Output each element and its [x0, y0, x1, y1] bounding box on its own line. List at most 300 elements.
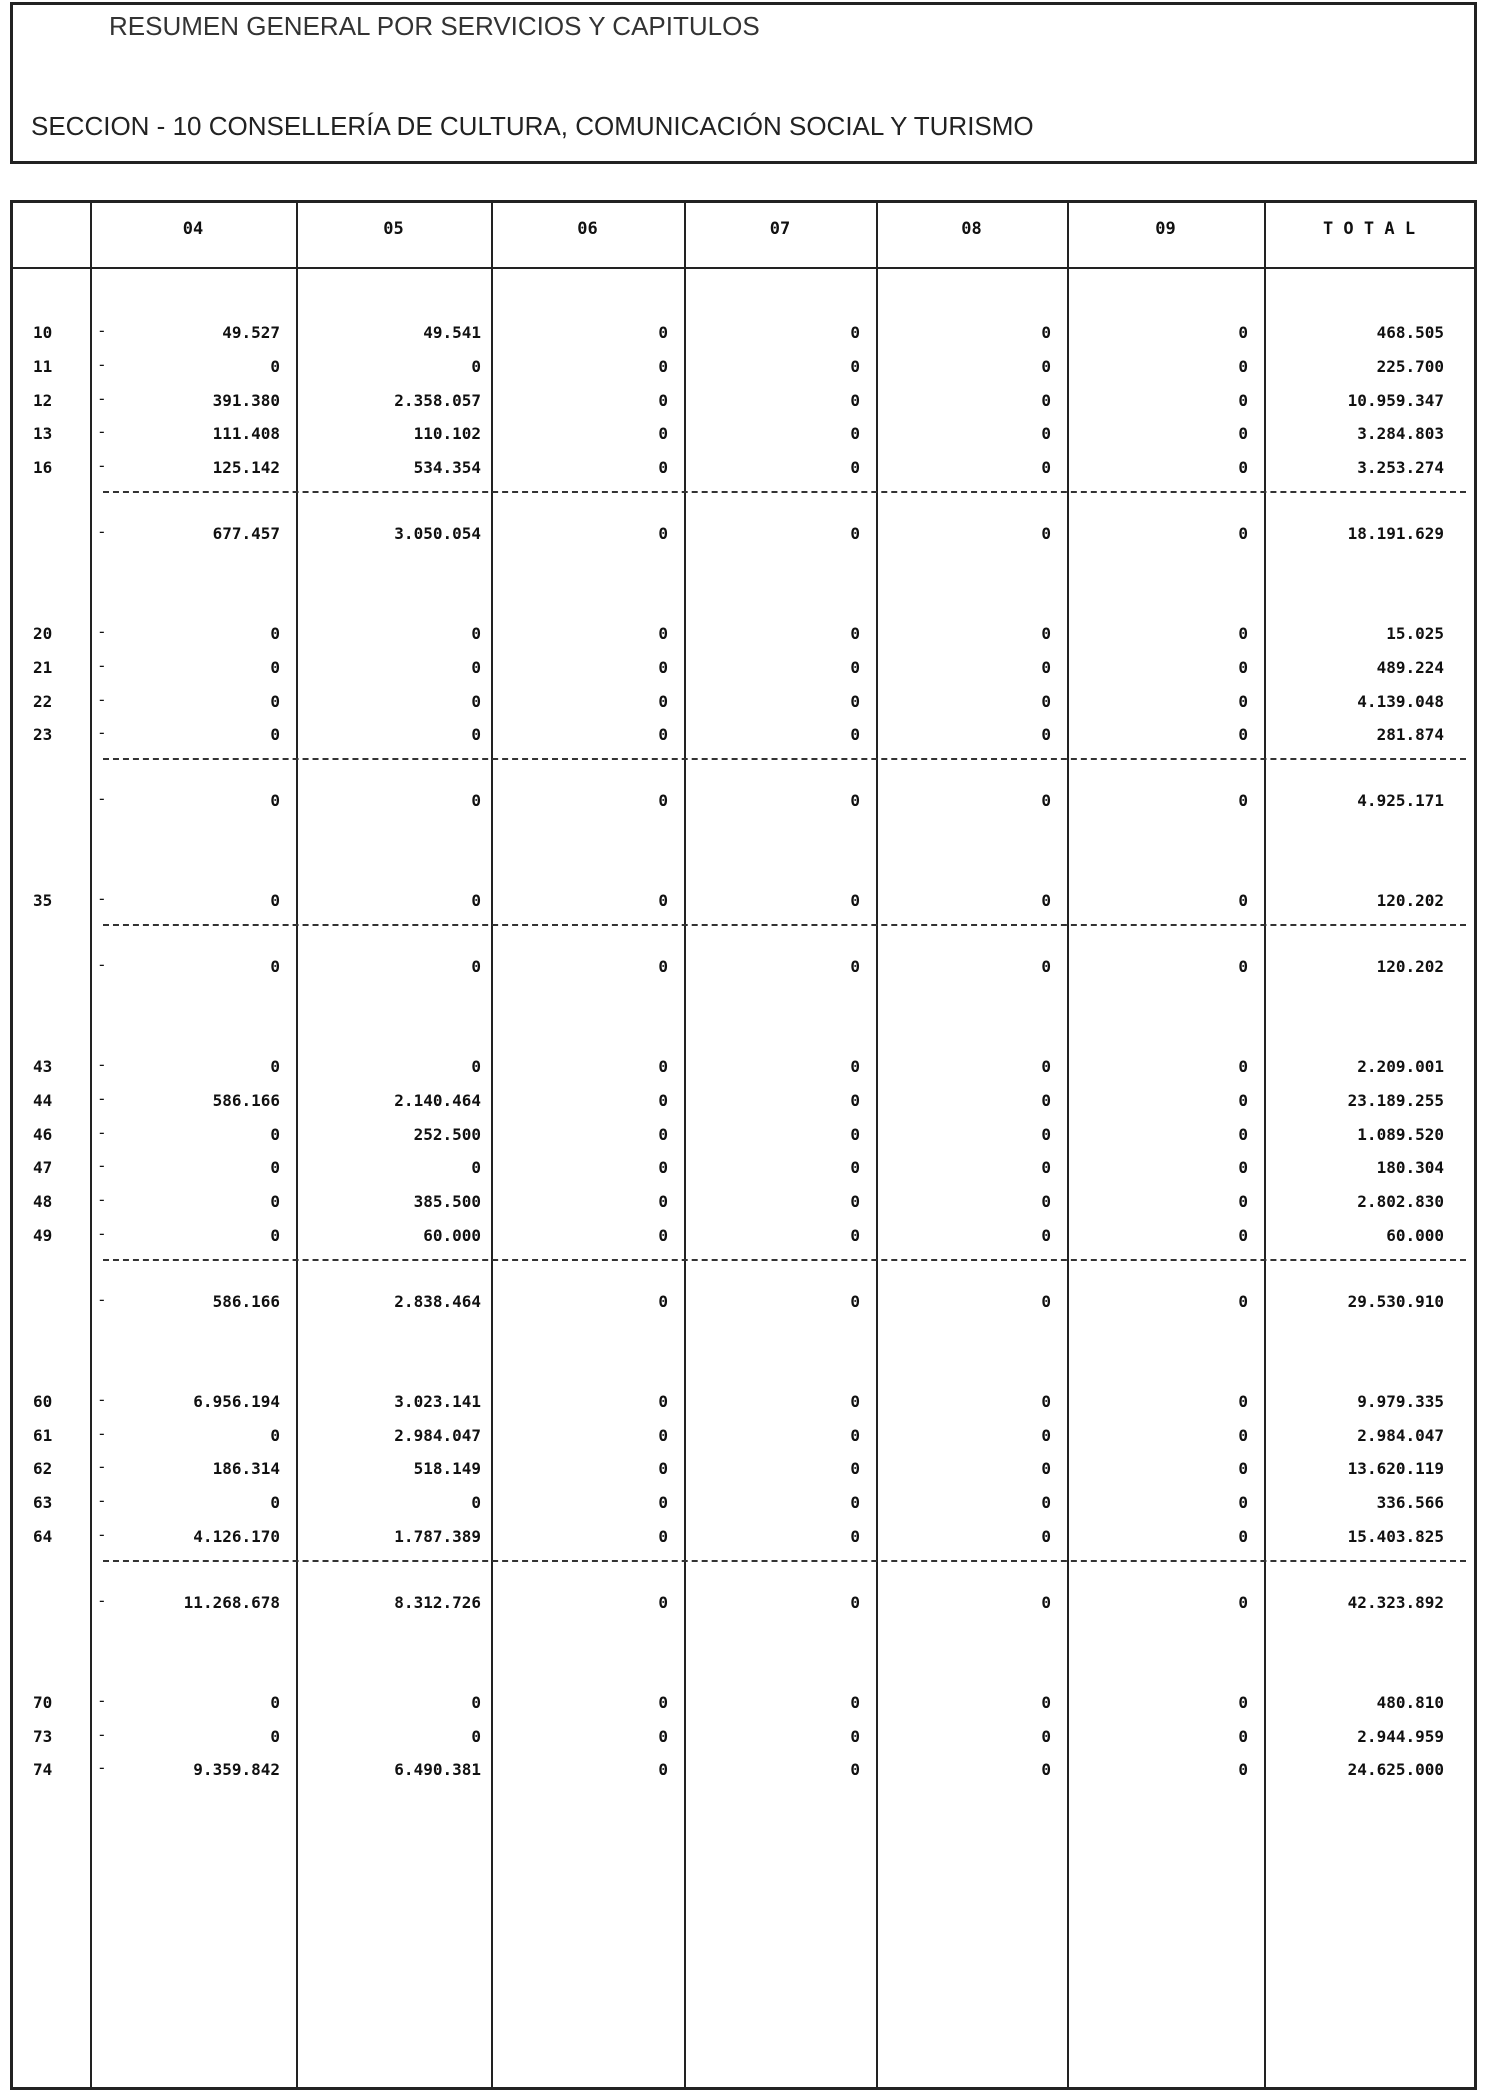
report-header — [10, 2, 1477, 164]
table-row — [13, 1053, 1474, 1083]
value-cell: 0 — [471, 957, 481, 977]
row-dash: - — [97, 1389, 107, 1409]
value-cell: 0 — [658, 1090, 668, 1110]
total-cell: 23.189.255 — [1347, 1090, 1444, 1110]
value-cell: 0 — [850, 624, 860, 643]
value-cell: 0 — [658, 1292, 668, 1311]
value-cell: 0 — [658, 1124, 668, 1144]
row-dash: - — [97, 889, 107, 909]
total-cell: 120.202 — [1376, 891, 1444, 911]
value-cell: 4.126.170 — [193, 1527, 280, 1546]
table-row — [13, 721, 1474, 751]
value-cell: 677.457 — [212, 524, 280, 544]
subtotal-rule — [103, 491, 1466, 493]
column-header: 05 — [383, 219, 404, 239]
total-cell: 24.625.000 — [1347, 1760, 1444, 1780]
table-row — [13, 1388, 1474, 1418]
value-cell: 49.541 — [423, 323, 481, 342]
total-cell: 2.209.001 — [1357, 1057, 1444, 1076]
row-code: 11 — [33, 356, 53, 376]
value-cell: 0 — [1041, 524, 1051, 544]
value-cell: 252.500 — [413, 1124, 481, 1144]
value-cell: 9.359.842 — [193, 1760, 280, 1780]
total-cell: 1.089.520 — [1357, 1124, 1444, 1144]
row-dash: - — [97, 1122, 107, 1142]
value-cell: 0 — [850, 691, 860, 711]
value-cell: 6.956.194 — [193, 1391, 280, 1411]
value-cell: 0 — [1041, 1593, 1051, 1612]
table-row — [13, 1723, 1474, 1753]
row-dash: - — [97, 1491, 107, 1511]
row-code: 63 — [33, 1493, 53, 1513]
value-cell: 0 — [1238, 657, 1248, 677]
value-cell: 0 — [658, 1493, 668, 1513]
value-cell: 0 — [1041, 1158, 1051, 1178]
value-cell: 0 — [471, 356, 481, 376]
value-cell: 0 — [850, 1057, 860, 1076]
value-cell: 0 — [850, 957, 860, 977]
row-dash: - — [97, 1156, 107, 1176]
value-cell: 0 — [1041, 1057, 1051, 1076]
row-code: 46 — [33, 1124, 53, 1144]
row-dash: - — [97, 723, 107, 743]
value-cell: 0 — [850, 1090, 860, 1110]
value-cell: 0 — [1041, 1726, 1051, 1746]
row-dash: - — [97, 622, 107, 641]
subtotal-rule — [103, 1560, 1466, 1562]
value-cell: 0 — [850, 791, 860, 811]
value-cell: 0 — [1041, 691, 1051, 711]
value-cell: 0 — [658, 1726, 668, 1746]
value-cell: 1.787.389 — [394, 1527, 481, 1546]
row-dash: - — [97, 422, 107, 442]
table-row — [13, 1523, 1474, 1553]
table-row — [13, 1121, 1474, 1151]
row-code: 43 — [33, 1057, 53, 1076]
row-code: 62 — [33, 1459, 53, 1479]
row-code: 13 — [33, 424, 53, 444]
value-cell: 0 — [658, 691, 668, 711]
value-cell: 0 — [270, 957, 280, 977]
value-cell: 0 — [1238, 1057, 1248, 1076]
value-cell: 0 — [658, 1692, 668, 1712]
row-code: 48 — [33, 1192, 53, 1212]
value-cell: 2.984.047 — [394, 1425, 481, 1445]
value-cell: 0 — [1041, 424, 1051, 444]
column-header: 07 — [769, 219, 791, 239]
row-code: 35 — [33, 891, 53, 911]
table-row — [13, 1154, 1474, 1184]
subtotal-row — [13, 953, 1474, 983]
value-cell: 0 — [1238, 1459, 1248, 1479]
row-dash: - — [97, 789, 107, 809]
value-cell: 0 — [850, 1527, 860, 1546]
row-code: 60 — [33, 1391, 53, 1411]
value-cell: 0 — [850, 1493, 860, 1513]
value-cell: 0 — [1041, 1459, 1051, 1479]
value-cell: 0 — [658, 1391, 668, 1411]
value-cell: 0 — [1238, 1760, 1248, 1780]
value-cell: 0 — [850, 725, 860, 745]
row-dash: - — [97, 388, 107, 408]
table-row — [13, 620, 1474, 650]
row-dash: - — [97, 1190, 107, 1210]
row-code: 16 — [33, 458, 53, 478]
total-cell: 4.139.048 — [1357, 691, 1444, 711]
value-cell: 111.408 — [212, 424, 280, 444]
value-cell: 0 — [1041, 1493, 1051, 1513]
value-cell: 0 — [658, 1158, 668, 1178]
value-cell: 0 — [658, 957, 668, 977]
value-cell: 0 — [658, 1226, 668, 1245]
value-cell: 0 — [270, 725, 280, 745]
column-header: T O T A L — [1322, 219, 1416, 239]
subtotal-row — [13, 520, 1474, 550]
value-cell: 0 — [1238, 524, 1248, 544]
value-cell: 0 — [471, 891, 481, 911]
row-dash: - — [97, 321, 107, 340]
row-dash: - — [97, 1525, 107, 1544]
value-cell: 0 — [850, 1292, 860, 1311]
row-dash: - — [97, 1224, 107, 1243]
value-cell: 0 — [850, 1760, 860, 1780]
value-cell: 0 — [1041, 1527, 1051, 1546]
value-cell: 2.140.464 — [394, 1090, 481, 1110]
value-cell: 3.050.054 — [394, 524, 481, 544]
value-cell: 0 — [850, 458, 860, 478]
row-code: 10 — [33, 323, 53, 342]
value-cell: 0 — [658, 891, 668, 911]
value-cell: 0 — [1041, 1090, 1051, 1110]
total-cell: 15.025 — [1386, 624, 1444, 643]
row-code: 47 — [33, 1158, 53, 1178]
row-dash: - — [97, 1290, 107, 1309]
subtotal-rule — [103, 924, 1466, 926]
value-cell: 0 — [850, 323, 860, 342]
total-cell: 4.925.171 — [1357, 791, 1444, 811]
subtotal-row — [13, 787, 1474, 817]
total-cell: 225.700 — [1376, 356, 1444, 376]
value-cell: 0 — [1041, 957, 1051, 977]
value-cell: 0 — [471, 725, 481, 745]
value-cell: 0 — [850, 1593, 860, 1612]
total-cell: 281.874 — [1376, 725, 1444, 745]
value-cell: 0 — [270, 1192, 280, 1212]
table-row — [13, 1756, 1474, 1786]
total-cell: 9.979.335 — [1357, 1391, 1444, 1411]
value-cell: 0 — [270, 1493, 280, 1513]
row-code: 64 — [33, 1527, 53, 1546]
total-cell: 480.810 — [1376, 1692, 1444, 1712]
value-cell: 11.268.678 — [183, 1593, 280, 1612]
value-cell: 0 — [1238, 1726, 1248, 1746]
report-title: RESUMEN GENERAL POR SERVICIOS Y CAPITULOS — [109, 11, 760, 41]
value-cell: 385.500 — [413, 1192, 481, 1212]
row-dash: - — [97, 655, 107, 675]
total-cell: 10.959.347 — [1347, 390, 1444, 410]
value-cell: 0 — [471, 691, 481, 711]
value-cell: 0 — [1041, 1292, 1051, 1311]
value-cell: 0 — [270, 1226, 280, 1245]
total-cell: 15.403.825 — [1347, 1527, 1444, 1546]
value-cell: 0 — [850, 1391, 860, 1411]
value-cell: 0 — [850, 356, 860, 376]
value-cell: 0 — [658, 725, 668, 745]
value-cell: 586.166 — [212, 1090, 280, 1110]
value-cell: 0 — [270, 1425, 280, 1445]
row-code: 22 — [33, 691, 53, 711]
value-cell: 0 — [1041, 624, 1051, 643]
value-cell: 0 — [270, 691, 280, 711]
row-code: 20 — [33, 624, 53, 643]
value-cell: 0 — [1238, 1692, 1248, 1712]
value-cell: 0 — [658, 657, 668, 677]
value-cell: 0 — [1238, 1192, 1248, 1212]
subtotal-rule — [103, 758, 1466, 760]
row-dash: - — [97, 955, 107, 975]
table-row — [13, 1689, 1474, 1719]
value-cell: 0 — [270, 1124, 280, 1144]
table-row — [13, 688, 1474, 718]
row-code: 49 — [33, 1226, 53, 1245]
total-cell: 336.566 — [1376, 1493, 1444, 1513]
value-cell: 0 — [471, 1057, 481, 1076]
table-row — [13, 1455, 1474, 1485]
value-cell: 0 — [270, 624, 280, 643]
column-header: 09 — [1155, 219, 1176, 239]
total-cell: 29.530.910 — [1347, 1292, 1444, 1311]
value-cell: 0 — [1041, 356, 1051, 376]
total-cell: 2.984.047 — [1357, 1425, 1444, 1445]
row-code: 74 — [33, 1760, 53, 1780]
value-cell: 0 — [471, 1493, 481, 1513]
value-cell: 0 — [850, 657, 860, 677]
value-cell: 0 — [1238, 390, 1248, 410]
value-cell: 2.838.464 — [394, 1292, 481, 1311]
value-cell: 0 — [658, 390, 668, 410]
value-cell: 0 — [658, 1760, 668, 1780]
row-dash: - — [97, 1088, 107, 1108]
value-cell: 0 — [850, 1192, 860, 1212]
total-cell: 120.202 — [1376, 957, 1444, 977]
value-cell: 391.380 — [212, 390, 280, 410]
table-row — [13, 353, 1474, 383]
value-cell: 0 — [270, 1726, 280, 1746]
value-cell: 0 — [658, 1593, 668, 1612]
value-cell: 0 — [1041, 657, 1051, 677]
row-dash: - — [97, 1423, 107, 1443]
value-cell: 0 — [1238, 1158, 1248, 1178]
table-row — [13, 454, 1474, 484]
table-row — [13, 319, 1474, 349]
value-cell: 0 — [850, 1425, 860, 1445]
column-header: 08 — [961, 219, 982, 239]
value-cell: 0 — [270, 1158, 280, 1178]
total-cell: 180.304 — [1376, 1158, 1444, 1178]
value-cell: 0 — [1238, 1425, 1248, 1445]
value-cell: 49.527 — [222, 323, 280, 342]
value-cell: 0 — [270, 891, 280, 911]
value-cell: 186.314 — [212, 1459, 280, 1479]
value-cell: 0 — [1041, 1124, 1051, 1144]
value-cell: 0 — [1238, 424, 1248, 444]
column-header: 06 — [577, 219, 598, 239]
value-cell: 0 — [658, 524, 668, 544]
value-cell: 8.312.726 — [394, 1593, 481, 1612]
value-cell: 586.166 — [212, 1292, 280, 1311]
value-cell: 0 — [1041, 1391, 1051, 1411]
total-cell: 60.000 — [1386, 1226, 1444, 1245]
value-cell: 0 — [471, 657, 481, 677]
row-dash: - — [97, 1591, 107, 1610]
value-cell: 60.000 — [423, 1226, 481, 1245]
value-cell: 0 — [270, 791, 280, 811]
value-cell: 0 — [850, 424, 860, 444]
section-title: SECCION - 10 CONSELLERÍA DE CULTURA, COMUNICACIÓN SOCIAL Y TURISMO — [31, 111, 1034, 141]
value-cell: 2.358.057 — [394, 390, 481, 410]
row-dash: - — [97, 1690, 107, 1710]
value-cell: 0 — [1238, 1593, 1248, 1612]
value-cell: 0 — [658, 424, 668, 444]
value-cell: 0 — [658, 458, 668, 478]
value-cell: 0 — [658, 1527, 668, 1546]
row-dash: - — [97, 1055, 107, 1074]
row-dash: - — [97, 456, 107, 476]
row-code: 23 — [33, 725, 53, 745]
total-cell: 2.944.959 — [1357, 1726, 1444, 1746]
table-row — [13, 1489, 1474, 1519]
table-row — [13, 1087, 1474, 1117]
row-code: 70 — [33, 1692, 53, 1712]
value-cell: 0 — [658, 1057, 668, 1076]
value-cell: 0 — [1238, 1527, 1248, 1546]
value-cell: 0 — [658, 791, 668, 811]
row-dash: - — [97, 522, 107, 542]
value-cell: 0 — [1238, 1090, 1248, 1110]
total-cell: 13.620.119 — [1347, 1459, 1444, 1479]
total-cell: 489.224 — [1376, 657, 1444, 677]
value-cell: 0 — [1041, 390, 1051, 410]
value-cell: 0 — [850, 1124, 860, 1144]
total-cell: 3.284.803 — [1357, 424, 1444, 444]
value-cell: 0 — [471, 1158, 481, 1178]
row-dash: - — [97, 1724, 107, 1744]
value-cell: 0 — [850, 1459, 860, 1479]
table-row — [13, 654, 1474, 684]
value-cell: 0 — [1238, 1292, 1248, 1311]
value-cell: 0 — [1238, 1391, 1248, 1411]
total-cell: 42.323.892 — [1347, 1593, 1444, 1612]
table-row — [13, 1222, 1474, 1252]
row-dash: - — [97, 1758, 107, 1778]
row-code: 44 — [33, 1090, 53, 1110]
value-cell: 0 — [471, 1726, 481, 1746]
value-cell: 0 — [1238, 691, 1248, 711]
value-cell: 0 — [850, 390, 860, 410]
value-cell: 0 — [1041, 1226, 1051, 1245]
value-cell: 0 — [850, 1158, 860, 1178]
row-code: 73 — [33, 1726, 53, 1746]
value-cell: 0 — [270, 1692, 280, 1712]
column-header: 04 — [182, 219, 204, 239]
value-cell: 0 — [658, 624, 668, 643]
row-dash: - — [97, 354, 107, 374]
summary-table — [10, 200, 1477, 2090]
value-cell: 0 — [1238, 458, 1248, 478]
value-cell: 0 — [1041, 791, 1051, 811]
total-cell: 3.253.274 — [1357, 458, 1444, 478]
value-cell: 0 — [1041, 1192, 1051, 1212]
value-cell: 0 — [1041, 458, 1051, 478]
row-code: 61 — [33, 1425, 53, 1445]
value-cell: 0 — [850, 1226, 860, 1245]
value-cell: 0 — [1238, 957, 1248, 977]
value-cell: 0 — [658, 1459, 668, 1479]
header-rule — [13, 267, 1474, 269]
value-cell: 0 — [1041, 1692, 1051, 1712]
total-cell: 468.505 — [1376, 323, 1444, 342]
value-cell: 0 — [1238, 1226, 1248, 1245]
value-cell: 0 — [658, 1425, 668, 1445]
value-cell: 0 — [270, 1057, 280, 1076]
value-cell: 0 — [850, 1726, 860, 1746]
value-cell: 110.102 — [413, 424, 481, 444]
table-row — [13, 420, 1474, 450]
table-row — [13, 1422, 1474, 1452]
value-cell: 0 — [1238, 323, 1248, 342]
value-cell: 0 — [850, 1692, 860, 1712]
value-cell: 0 — [471, 1692, 481, 1712]
value-cell: 0 — [1238, 791, 1248, 811]
table-row — [13, 887, 1474, 917]
value-cell: 0 — [471, 624, 481, 643]
table-row — [13, 1188, 1474, 1218]
value-cell: 3.023.141 — [394, 1391, 481, 1411]
subtotal-rule — [103, 1259, 1466, 1261]
value-cell: 0 — [270, 356, 280, 376]
value-cell: 0 — [1041, 1760, 1051, 1780]
value-cell: 0 — [850, 891, 860, 911]
total-cell: 18.191.629 — [1347, 524, 1444, 544]
value-cell: 0 — [658, 1192, 668, 1212]
value-cell: 0 — [658, 323, 668, 342]
row-code: 12 — [33, 390, 53, 410]
row-code: 21 — [33, 657, 53, 677]
value-cell: 0 — [1238, 624, 1248, 643]
value-cell: 0 — [1238, 891, 1248, 911]
value-cell: 518.149 — [413, 1459, 481, 1479]
value-cell: 0 — [1238, 1493, 1248, 1513]
table-row — [13, 387, 1474, 417]
total-cell: 2.802.830 — [1357, 1192, 1444, 1212]
subtotal-row — [13, 1288, 1474, 1318]
value-cell: 0 — [1238, 356, 1248, 376]
value-cell: 125.142 — [212, 458, 280, 478]
value-cell: 0 — [471, 791, 481, 811]
value-cell: 0 — [1041, 1425, 1051, 1445]
row-dash: - — [97, 1457, 107, 1477]
value-cell: 0 — [1041, 891, 1051, 911]
value-cell: 0 — [1041, 725, 1051, 745]
value-cell: 0 — [1041, 323, 1051, 342]
value-cell: 0 — [658, 356, 668, 376]
value-cell: 6.490.381 — [394, 1760, 481, 1780]
value-cell: 0 — [1238, 1124, 1248, 1144]
row-dash: - — [97, 689, 107, 709]
value-cell: 0 — [850, 524, 860, 544]
subtotal-row — [13, 1589, 1474, 1619]
value-cell: 0 — [270, 657, 280, 677]
